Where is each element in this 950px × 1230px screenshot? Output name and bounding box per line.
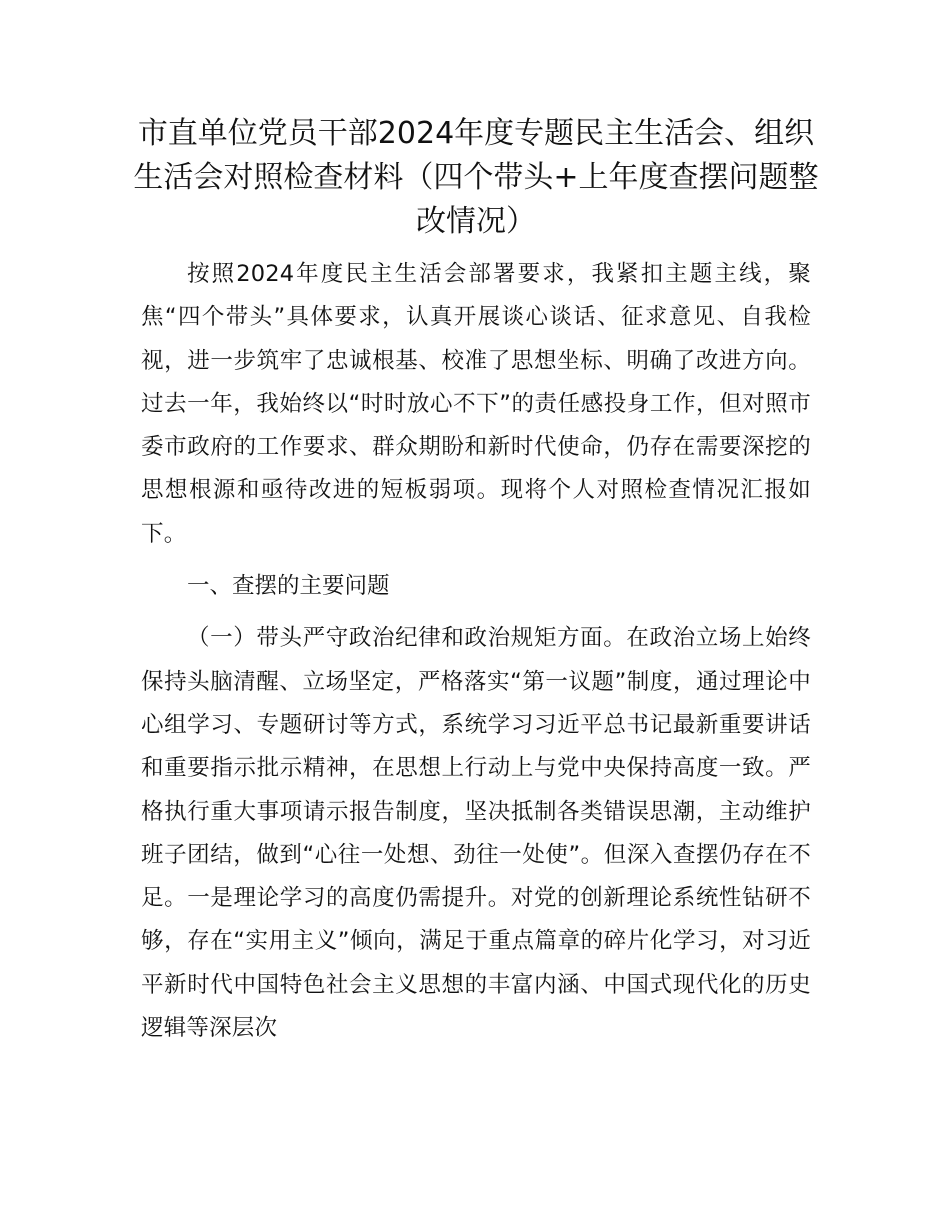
- section-paragraph: （一）带头严守政治纪律和政治规矩方面。在政治立场上始终保持头脑清醒、立场坚定，严格落实“第一议题”制度，通过理论中心组学习、专题研讨等方式，系统学习习近平总书记最新重要讲话和重要指示批示精神，在思想上行动上与党中央保持高度一致。严格执行重大事项请示报告制度，坚决抵制各类错误思潮，主动维护班子团结，做到“心往一处想、劲往一处使”。但深入查摆仍存在不足。一是理论学习的高度仍需提升。对党的创新理论系统性钻研不够，存在“实用主义”倾向，满足于重点篇章的碎片化学习，对习近平新时代中国特色社会主义思想的丰富内涵、中国式现代化的历史逻辑等深层次: [141, 625, 811, 1042]
- intro-paragraph: 按照2024年度民主生活会部署要求，我紧扣主题主线，聚焦“四个带头”具体要求，认真开展谈心谈话、征求意见、自我检视，进一步筑牢了忠诚根基、校准了思想坐标、明确了改进方向。过去一年，我始终以“时时放心不下”的责任感投身工作，但对照市委市政府的工作要求、群众期盼和新时代使命，仍存在需要深挖的思想根源和亟待改进的短板弱项。现将个人对照检查情况汇报如下。: [141, 261, 811, 547]
- document-title: 市直单位党员干部2024年度专题民主生活会、组织生活会对照检查材料（四个带头+上年度查摆问题整改情况）: [133, 116, 819, 239]
- section-heading: 一、查摆的主要问题: [187, 573, 390, 600]
- document-page: [133, 112, 819, 1050]
